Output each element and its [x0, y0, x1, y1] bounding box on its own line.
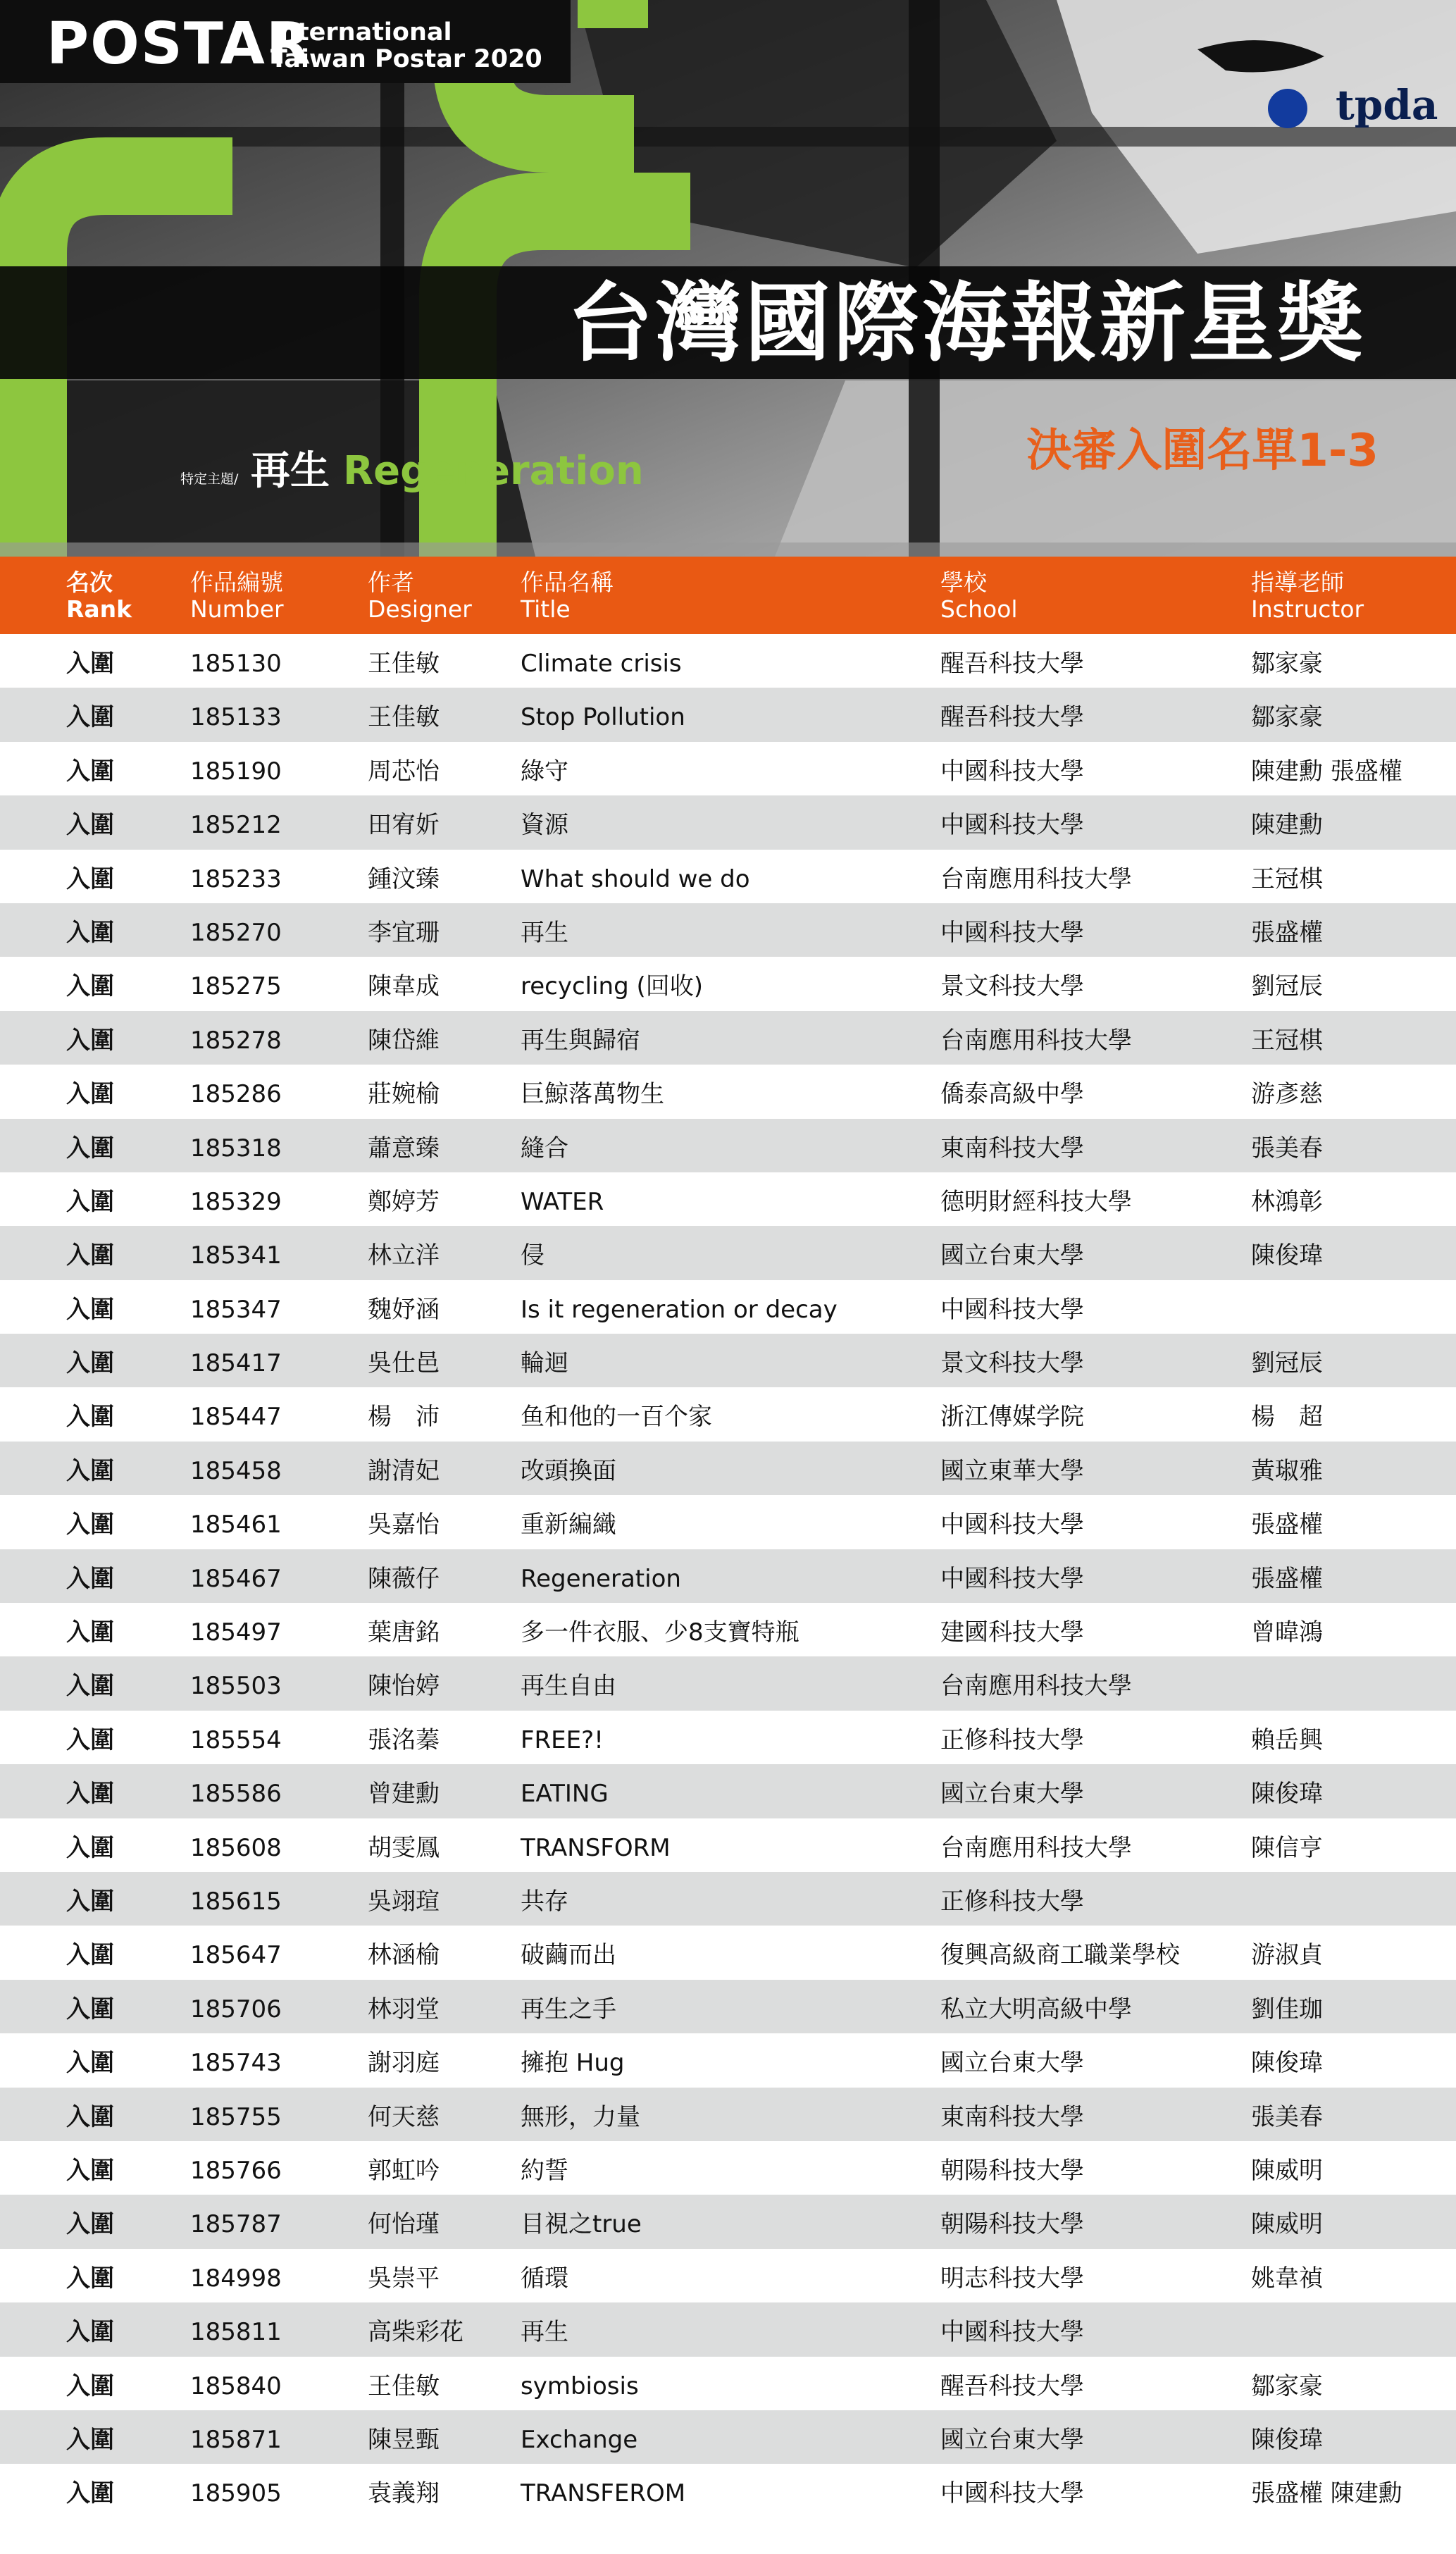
title-cell: Climate crisis — [521, 650, 682, 678]
designer-cell: 郭虹吟 — [368, 2156, 440, 2185]
table-row — [0, 903, 1456, 957]
instructor-cell: 劉冠辰 — [1251, 1349, 1323, 1378]
table-row — [0, 688, 1456, 741]
designer-cell: 周芯怡 — [368, 757, 440, 786]
number-cell: 185787 — [190, 2210, 282, 2239]
rank-cell: 入圍 — [66, 1564, 114, 1593]
designer-cell: 張洺蓁 — [368, 1725, 440, 1754]
rank-cell: 入圍 — [66, 918, 114, 947]
number-cell: 185586 — [190, 1780, 282, 1809]
instructor-cell: 楊 超 — [1251, 1403, 1323, 1432]
title-cell: FREE?! — [521, 1725, 604, 1754]
header-instructor: 指導老師 Instructor — [1251, 569, 1364, 623]
instructor-cell: 曾暐鴻 — [1251, 1618, 1323, 1647]
school-cell: 國立台東大學 — [940, 1780, 1084, 1809]
table-header — [0, 557, 1456, 634]
instructor-cell: 陳俊瑋 — [1251, 2425, 1323, 2454]
school-cell: 中國科技大學 — [940, 1564, 1084, 1593]
number-cell: 185417 — [190, 1349, 282, 1378]
number-cell: 185615 — [190, 1887, 282, 1916]
table-row — [0, 1226, 1456, 1279]
number-cell: 185318 — [190, 1134, 282, 1163]
postar-brand: POSTAR — [46, 11, 313, 78]
rank-cell: 入圍 — [66, 2210, 114, 2239]
rank-cell: 入圍 — [66, 2479, 114, 2508]
number-cell: 185447 — [190, 1403, 282, 1432]
designer-cell: 吳仕邑 — [368, 1349, 440, 1378]
number-cell: 185347 — [190, 1295, 282, 1324]
instructor-cell: 鄒家豪 — [1251, 2372, 1323, 2400]
designer-cell: 林涵榆 — [368, 1941, 440, 1970]
school-cell: 德明財經科技大學 — [940, 1187, 1132, 1216]
number-cell: 185133 — [190, 703, 282, 732]
table-row — [0, 1334, 1456, 1387]
rank-cell: 入圍 — [66, 1080, 114, 1109]
designer-cell: 楊 沛 — [368, 1403, 440, 1432]
designer-cell: 林立洋 — [368, 1241, 440, 1270]
school-cell: 中國科技大學 — [940, 2318, 1084, 2347]
rank-cell: 入圍 — [66, 1511, 114, 1539]
number-cell: 185905 — [190, 2479, 282, 2508]
school-cell: 中國科技大學 — [940, 918, 1084, 947]
rank-cell: 入圍 — [66, 811, 114, 840]
instructor-cell: 姚韋禎 — [1251, 2264, 1323, 2293]
instructor-cell: 陳建勳 張盛權 — [1251, 757, 1402, 786]
designer-cell: 吳翊瑄 — [368, 1887, 440, 1916]
rank-cell: 入圍 — [66, 2318, 114, 2347]
rank-cell: 入圍 — [66, 2156, 114, 2185]
school-cell: 景文科技大學 — [940, 972, 1084, 1001]
title-cell: 再生 — [521, 2318, 568, 2347]
rank-cell: 入圍 — [66, 2102, 114, 2131]
title-cell: TRANSFEROM — [521, 2479, 686, 2508]
postar-line1: International — [270, 18, 452, 47]
rank-cell: 入圍 — [66, 1780, 114, 1809]
rank-cell: 入圍 — [66, 1187, 114, 1216]
postar-logo — [0, 0, 571, 83]
table-row — [0, 2249, 1456, 2302]
table-row — [0, 1387, 1456, 1441]
title-cell: 鱼和他的一百个家 — [521, 1403, 712, 1432]
number-cell: 185871 — [190, 2425, 282, 2454]
postar-line2: Taiwan Postar 2020 — [270, 45, 542, 73]
poster-banner — [0, 0, 1456, 557]
table-row — [0, 850, 1456, 903]
number-cell: 185755 — [190, 2102, 282, 2131]
number-cell: 184998 — [190, 2264, 282, 2293]
designer-cell: 謝清妃 — [368, 1456, 440, 1485]
school-cell: 國立東華大學 — [940, 1456, 1084, 1485]
title-cell: 目視之true — [521, 2210, 642, 2239]
title-cell: WATER — [521, 1187, 604, 1216]
instructor-cell: 劉冠辰 — [1251, 972, 1323, 1001]
rank-cell: 入圍 — [66, 2372, 114, 2400]
designer-cell: 王佳敏 — [368, 650, 440, 678]
designer-cell: 李宜珊 — [368, 918, 440, 947]
title-cell: TRANSFORM — [521, 1833, 671, 1862]
table-row — [0, 1495, 1456, 1549]
school-cell: 台南應用科技大學 — [940, 1026, 1132, 1055]
table-row — [0, 1442, 1456, 1495]
instructor-cell: 張美春 — [1251, 2102, 1323, 2131]
rank-cell: 入圍 — [66, 1026, 114, 1055]
title-cell: 擁抱 Hug — [521, 2049, 625, 2078]
title-cell: EATING — [521, 1780, 609, 1809]
table-row — [0, 1603, 1456, 1656]
header-rank: 名次 Rank — [66, 569, 132, 623]
instructor-cell: 王冠棋 — [1251, 1026, 1323, 1055]
instructor-cell: 賴岳興 — [1251, 1725, 1323, 1754]
school-cell: 復興高級商工職業學校 — [940, 1941, 1180, 1970]
header-school: 學校 School — [940, 569, 1018, 623]
rank-cell: 入圍 — [66, 650, 114, 678]
number-cell: 185233 — [190, 864, 282, 893]
designer-cell: 何怡瑾 — [368, 2210, 440, 2239]
school-cell: 正修科技大學 — [940, 1725, 1084, 1754]
school-cell: 中國科技大學 — [940, 1511, 1084, 1539]
school-cell: 明志科技大學 — [940, 2264, 1084, 2293]
rank-cell: 入圍 — [66, 1941, 114, 1970]
title-cell: 重新編織 — [521, 1511, 616, 1539]
school-cell: 東南科技大學 — [940, 2102, 1084, 2131]
instructor-cell: 游淑貞 — [1251, 1941, 1323, 1970]
rank-cell: 入圍 — [66, 703, 114, 732]
number-cell: 185503 — [190, 1672, 282, 1701]
designer-cell: 王佳敏 — [368, 2372, 440, 2400]
number-cell: 185329 — [190, 1187, 282, 1216]
rank-cell: 入圍 — [66, 1295, 114, 1324]
instructor-cell: 黃琡雅 — [1251, 1456, 1323, 1485]
school-cell: 台南應用科技大學 — [940, 864, 1132, 893]
header-number: 作品編號 Number — [190, 569, 284, 623]
designer-cell: 謝羽庭 — [368, 2049, 440, 2078]
number-cell: 185467 — [190, 1564, 282, 1593]
number-cell: 185706 — [190, 1995, 282, 2023]
number-cell: 185743 — [190, 2049, 282, 2078]
instructor-cell: 陳威明 — [1251, 2156, 1323, 2185]
school-cell: 國立台東大學 — [940, 2049, 1084, 2078]
title-cell: 資源 — [521, 811, 568, 840]
rank-cell: 入圍 — [66, 1887, 114, 1916]
table-row — [0, 634, 1456, 688]
header-designer: 作者 Designer — [368, 569, 472, 623]
title-cell: 再生 — [521, 918, 568, 947]
title-cell: 再生自由 — [521, 1672, 616, 1701]
designer-cell: 高柴彩花 — [368, 2318, 463, 2347]
designer-cell: 陳岱維 — [368, 1026, 440, 1055]
school-cell: 台南應用科技大學 — [940, 1833, 1132, 1862]
designer-cell: 吳嘉怡 — [368, 1511, 440, 1539]
rank-cell: 入圍 — [66, 1349, 114, 1378]
instructor-cell: 張盛權 陳建勳 — [1251, 2479, 1402, 2508]
rank-cell: 入圍 — [66, 1833, 114, 1862]
designer-cell: 鍾汶臻 — [368, 864, 440, 893]
table-row — [0, 2464, 1456, 2517]
theme-en: Regeneration — [343, 448, 644, 494]
school-cell: 東南科技大學 — [940, 1134, 1084, 1163]
table-row — [0, 1280, 1456, 1334]
table-row — [0, 1119, 1456, 1172]
title-cell: 約誓 — [521, 2156, 568, 2185]
main-title: 台灣國際海報新星獎 — [567, 273, 1366, 373]
rank-cell: 入圍 — [66, 1672, 114, 1701]
instructor-cell: 陳俊瑋 — [1251, 1780, 1323, 1809]
number-cell: 185497 — [190, 1618, 282, 1647]
number-cell: 185766 — [190, 2156, 282, 2185]
finalist-table — [0, 557, 1456, 2518]
theme-label: 特定主題/ — [180, 471, 239, 487]
number-cell: 185270 — [190, 918, 282, 947]
designer-cell: 王佳敏 — [368, 703, 440, 732]
rank-cell: 入圍 — [66, 1456, 114, 1485]
rank-cell: 入圍 — [66, 2264, 114, 2293]
instructor-cell: 張美春 — [1251, 1134, 1323, 1163]
number-cell: 185275 — [190, 972, 282, 1001]
designer-cell: 陳怡婷 — [368, 1672, 440, 1701]
table-row — [0, 1818, 1456, 1872]
title-cell: Stop Pollution — [521, 703, 685, 732]
instructor-cell: 陳建勳 — [1251, 811, 1323, 840]
designer-cell: 陳昱甄 — [368, 2425, 440, 2454]
table-row — [0, 1926, 1456, 1979]
title-cell: Regeneration — [521, 1564, 681, 1593]
table-row — [0, 1065, 1456, 1118]
number-cell: 185458 — [190, 1456, 282, 1485]
designer-cell: 陳薇仔 — [368, 1564, 440, 1593]
instructor-cell: 陳俊瑋 — [1251, 1241, 1323, 1270]
school-cell: 朝陽科技大學 — [940, 2156, 1084, 2185]
title-cell: Is it regeneration or decay — [521, 1295, 838, 1324]
title-cell: 改頭換面 — [521, 1456, 616, 1485]
title-cell: 巨鯨落萬物生 — [521, 1080, 664, 1109]
table-row — [0, 1872, 1456, 1926]
number-cell: 185461 — [190, 1511, 282, 1539]
designer-cell: 袁義翔 — [368, 2479, 440, 2508]
rank-cell: 入圍 — [66, 757, 114, 786]
title-cell: 再生之手 — [521, 1995, 616, 2023]
designer-cell: 莊婉榆 — [368, 1080, 440, 1109]
title-cell: 綠守 — [521, 757, 568, 786]
designer-cell: 魏妤涵 — [368, 1295, 440, 1324]
instructor-cell: 劉佳珈 — [1251, 1995, 1323, 2023]
tpda-dot-icon — [1268, 89, 1307, 128]
instructor-cell: 鄒家豪 — [1251, 703, 1323, 732]
instructor-cell: 王冠棋 — [1251, 864, 1323, 893]
instructor-cell: 鄒家豪 — [1251, 650, 1323, 678]
title-cell: 輪迴 — [521, 1349, 568, 1378]
number-cell: 185647 — [190, 1941, 282, 1970]
school-cell: 中國科技大學 — [940, 1295, 1084, 1324]
number-cell: 185341 — [190, 1241, 282, 1270]
list-title: 決審入圍名單1-3 — [1026, 425, 1379, 477]
rank-cell: 入圍 — [66, 972, 114, 1001]
number-cell: 185190 — [190, 757, 282, 786]
school-cell: 國立台東大學 — [940, 1241, 1084, 1270]
table-row — [0, 742, 1456, 795]
instructor-cell: 陳信亨 — [1251, 1833, 1323, 1862]
table-row — [0, 2357, 1456, 2410]
rank-cell: 入圍 — [66, 1995, 114, 2023]
school-cell: 景文科技大學 — [940, 1349, 1084, 1378]
school-cell: 中國科技大學 — [940, 2479, 1084, 2508]
designer-cell: 胡雯鳳 — [368, 1833, 440, 1862]
number-cell: 185554 — [190, 1725, 282, 1754]
title-cell: 再生與歸宿 — [521, 1026, 640, 1055]
table-row — [0, 1980, 1456, 2033]
table-row — [0, 2195, 1456, 2248]
title-cell: recycling (回收) — [521, 972, 704, 1001]
title-cell: 多一件衣服、少8支寶特瓶 — [521, 1618, 799, 1647]
table-body — [0, 634, 1456, 2518]
school-cell: 僑泰高級中學 — [940, 1080, 1084, 1109]
designer-cell: 何天慈 — [368, 2102, 440, 2131]
designer-cell: 蕭意臻 — [368, 1134, 440, 1163]
instructor-cell: 張盛權 — [1251, 1564, 1323, 1593]
rank-cell: 入圍 — [66, 864, 114, 893]
rank-cell: 入圍 — [66, 1403, 114, 1432]
rank-cell: 入圍 — [66, 1241, 114, 1270]
table-row — [0, 2088, 1456, 2141]
table-row — [0, 2410, 1456, 2464]
school-cell: 醒吾科技大學 — [940, 703, 1084, 732]
rank-cell: 入圍 — [66, 2049, 114, 2078]
table-row — [0, 1172, 1456, 1226]
designer-cell: 葉唐銘 — [368, 1618, 440, 1647]
instructor-cell: 張盛權 — [1251, 1511, 1323, 1539]
table-row — [0, 1764, 1456, 1818]
instructor-cell: 游彥慈 — [1251, 1080, 1323, 1109]
designer-cell: 曾建勳 — [368, 1780, 440, 1809]
rank-cell: 入圍 — [66, 2425, 114, 2454]
designer-cell: 田宥妡 — [368, 811, 440, 840]
table-row — [0, 1656, 1456, 1710]
table-row — [0, 957, 1456, 1010]
school-cell: 國立台東大學 — [940, 2425, 1084, 2454]
title-cell: symbiosis — [521, 2372, 639, 2400]
school-cell: 醒吾科技大學 — [940, 2372, 1084, 2400]
table-row — [0, 2302, 1456, 2356]
school-cell: 中國科技大學 — [940, 811, 1084, 840]
designer-cell: 鄭婷芳 — [368, 1187, 440, 1216]
tpda-text: tpda — [1336, 81, 1438, 129]
table-row — [0, 1549, 1456, 1603]
theme-zh: 再生 — [251, 448, 330, 494]
title-cell: 循環 — [521, 2264, 568, 2293]
school-cell: 建國科技大學 — [940, 1618, 1084, 1647]
number-cell: 185278 — [190, 1026, 282, 1055]
table-row — [0, 795, 1456, 849]
school-cell: 正修科技大學 — [940, 1887, 1084, 1916]
number-cell: 185130 — [190, 650, 282, 678]
school-cell: 中國科技大學 — [940, 757, 1084, 786]
instructor-cell: 林鴻彰 — [1251, 1187, 1323, 1216]
title-cell: 無形，力量 — [521, 2102, 640, 2131]
title-cell: Exchange — [521, 2425, 638, 2454]
table-row — [0, 2033, 1456, 2087]
instructor-cell: 張盛權 — [1251, 918, 1323, 947]
school-cell: 浙江傳媒学院 — [940, 1403, 1084, 1432]
title-cell: 縫合 — [521, 1134, 568, 1163]
school-cell: 醒吾科技大學 — [940, 650, 1084, 678]
title-cell: 侵 — [521, 1241, 545, 1270]
title-cell: 破繭而出 — [521, 1941, 616, 1970]
instructor-cell: 陳俊瑋 — [1251, 2049, 1323, 2078]
table-row — [0, 1011, 1456, 1065]
designer-cell: 陳韋成 — [368, 972, 440, 1001]
designer-cell: 林羽堂 — [368, 1995, 440, 2023]
school-cell: 台南應用科技大學 — [940, 1672, 1132, 1701]
title-cell: 共存 — [521, 1887, 568, 1916]
rank-cell: 入圍 — [66, 1725, 114, 1754]
instructor-cell: 陳威明 — [1251, 2210, 1323, 2239]
number-cell: 185811 — [190, 2318, 282, 2347]
designer-cell: 吳崇平 — [368, 2264, 440, 2293]
school-cell: 私立大明高級中學 — [940, 1995, 1132, 2023]
number-cell: 185286 — [190, 1080, 282, 1109]
table-row — [0, 1711, 1456, 1764]
table-row — [0, 2141, 1456, 2195]
number-cell: 185608 — [190, 1833, 282, 1862]
header-title: 作品名稱 Title — [521, 569, 614, 623]
rank-cell: 入圍 — [66, 1134, 114, 1163]
title-cell: What should we do — [521, 864, 750, 893]
school-cell: 朝陽科技大學 — [940, 2210, 1084, 2239]
number-cell: 185212 — [190, 811, 282, 840]
number-cell: 185840 — [190, 2372, 282, 2400]
rank-cell: 入圍 — [66, 1618, 114, 1647]
